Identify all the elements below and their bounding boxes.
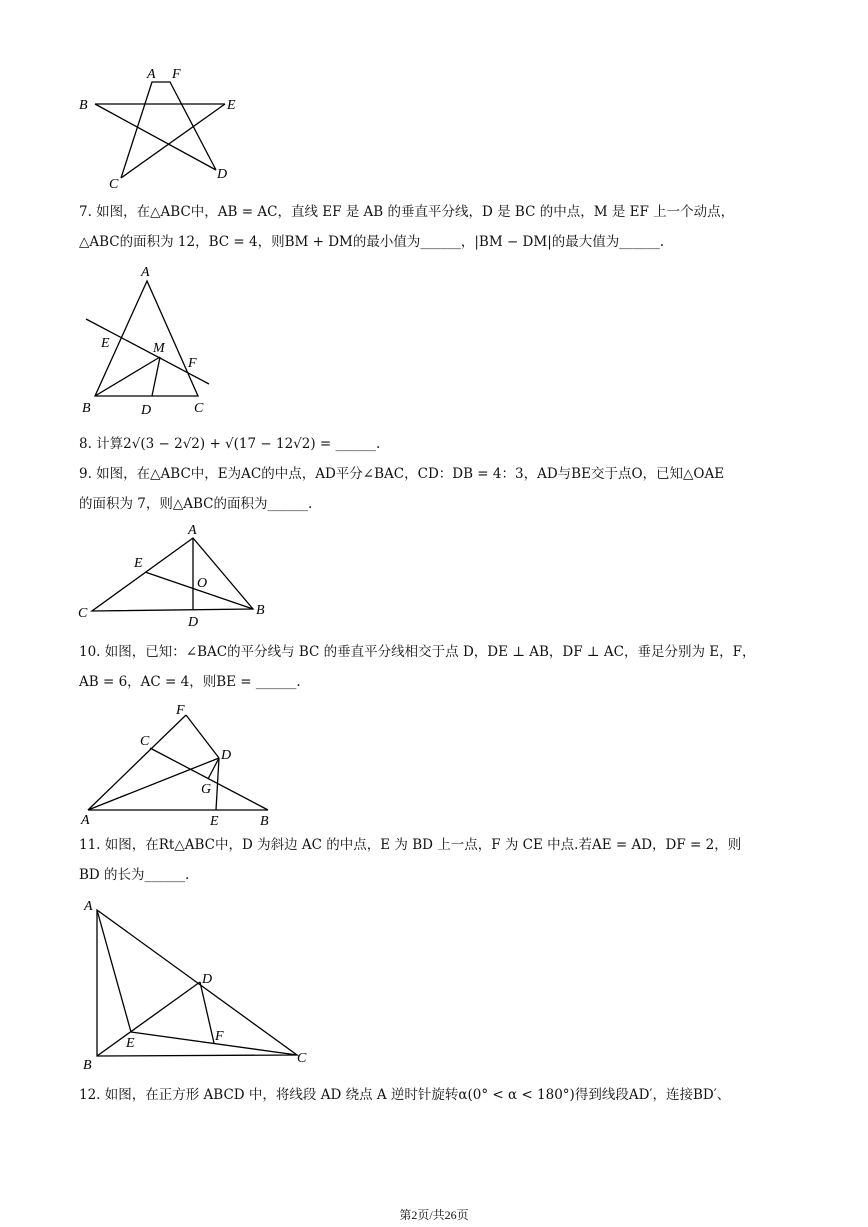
label-d: D <box>141 403 152 418</box>
question-9-line-1: 9. 如图，在△ABC中，E为AC的中点，AD平分∠BAC，CD：DB = 4：3，AD与BE交于点O，已知△OAE <box>79 466 725 482</box>
segment-ec <box>131 1032 297 1055</box>
label-e: E <box>101 336 110 351</box>
label-f: F <box>215 1029 224 1044</box>
segment-bd <box>97 982 200 1056</box>
label-e: E <box>227 98 236 113</box>
question-12-line-1: 12. 如图，在正方形 ABCD 中，将线段 AD 绕点 A 逆时针旋转α(0° < α < 180°)得到线段AD′，连接BD′、 <box>79 1087 731 1103</box>
page-footer: 第2页/共26页 <box>399 1208 469 1222</box>
question-11 <box>79 830 799 890</box>
label-a: A <box>81 813 90 828</box>
question-12 <box>79 1080 799 1110</box>
figure-q11-right-triangle <box>78 893 313 1073</box>
line-b-d <box>95 104 216 170</box>
label-c: C <box>297 1051 307 1066</box>
question-7 <box>79 197 799 257</box>
label-c: C <box>140 734 150 749</box>
label-e: E <box>126 1036 135 1051</box>
label-a: A <box>141 265 150 280</box>
question-11-line-1: 11. 如图，在Rt△ABC中，D 为斜边 AC 的中点，E 为 BD 上一点，F 为 CE 中点.若AE = AD，DF = 2，则 <box>79 837 742 853</box>
question-9 <box>79 459 799 519</box>
segment-ae <box>97 910 131 1032</box>
figure-q10-triangle <box>78 700 288 830</box>
label-f: F <box>188 356 197 371</box>
question-10 <box>79 637 799 697</box>
label-d: D <box>188 615 199 630</box>
label-a: A <box>84 899 93 914</box>
label-a: A <box>188 523 197 538</box>
triangle-abc <box>95 281 198 396</box>
label-b: B <box>256 603 265 618</box>
label-c: C <box>194 401 204 416</box>
question-11-line-2: BD 的长为______. <box>79 867 190 883</box>
segment-dm <box>152 357 160 396</box>
segment-ad <box>88 758 219 810</box>
question-8-line-1: 8. 计算2√(3 − 2√2) + √(17 − 12√2) = ______. <box>79 436 381 452</box>
label-m: M <box>153 341 165 356</box>
segment-fd <box>186 715 219 758</box>
label-e: E <box>134 556 143 571</box>
label-d: D <box>202 972 213 987</box>
figure-q7-triangle <box>78 262 218 420</box>
label-c: C <box>78 606 88 621</box>
line-c-a-f-d <box>121 82 216 178</box>
label-b: B <box>79 98 88 113</box>
label-f: F <box>172 67 181 82</box>
segment-af <box>88 715 186 810</box>
label-e: E <box>210 814 219 829</box>
question-7-line-2: △ABC的面积为 12，BC = 4，则BM + DM的最小值为______，|BM − DM|的最大值为______. <box>79 234 665 250</box>
segment-df <box>200 982 214 1043</box>
figure-q6-star <box>75 60 245 190</box>
label-b: B <box>82 401 91 416</box>
label-f: F <box>176 703 185 718</box>
label-g: G <box>201 782 212 797</box>
label-c: C <box>109 177 119 192</box>
segment-bm <box>95 357 160 396</box>
question-10-line-1: 10. 如图，已知：∠BAC的平分线与 BC 的垂直平分线相交于点 D，DE ⊥ AB，DF ⊥ AC，垂足分别为 E，F， <box>79 644 756 660</box>
question-7-line-1: 7. 如图，在△ABC中，AB = AC，直线 EF 是 AB 的垂直平分线，D 是 BC 的中点，M 是 EF 上一个动点， <box>79 204 735 220</box>
label-d: D <box>221 748 232 763</box>
question-10-line-2: AB = 6，AC = 4，则BE = ______. <box>79 674 301 690</box>
label-a: A <box>147 67 156 82</box>
label-o: O <box>197 576 208 591</box>
label-b: B <box>260 814 269 829</box>
question-8 <box>79 429 799 459</box>
label-d: D <box>217 167 228 182</box>
figure-q9-triangle <box>75 520 275 630</box>
label-b: B <box>83 1058 92 1073</box>
question-9-line-2: 的面积为 7，则△ABC的面积为______. <box>79 496 313 512</box>
